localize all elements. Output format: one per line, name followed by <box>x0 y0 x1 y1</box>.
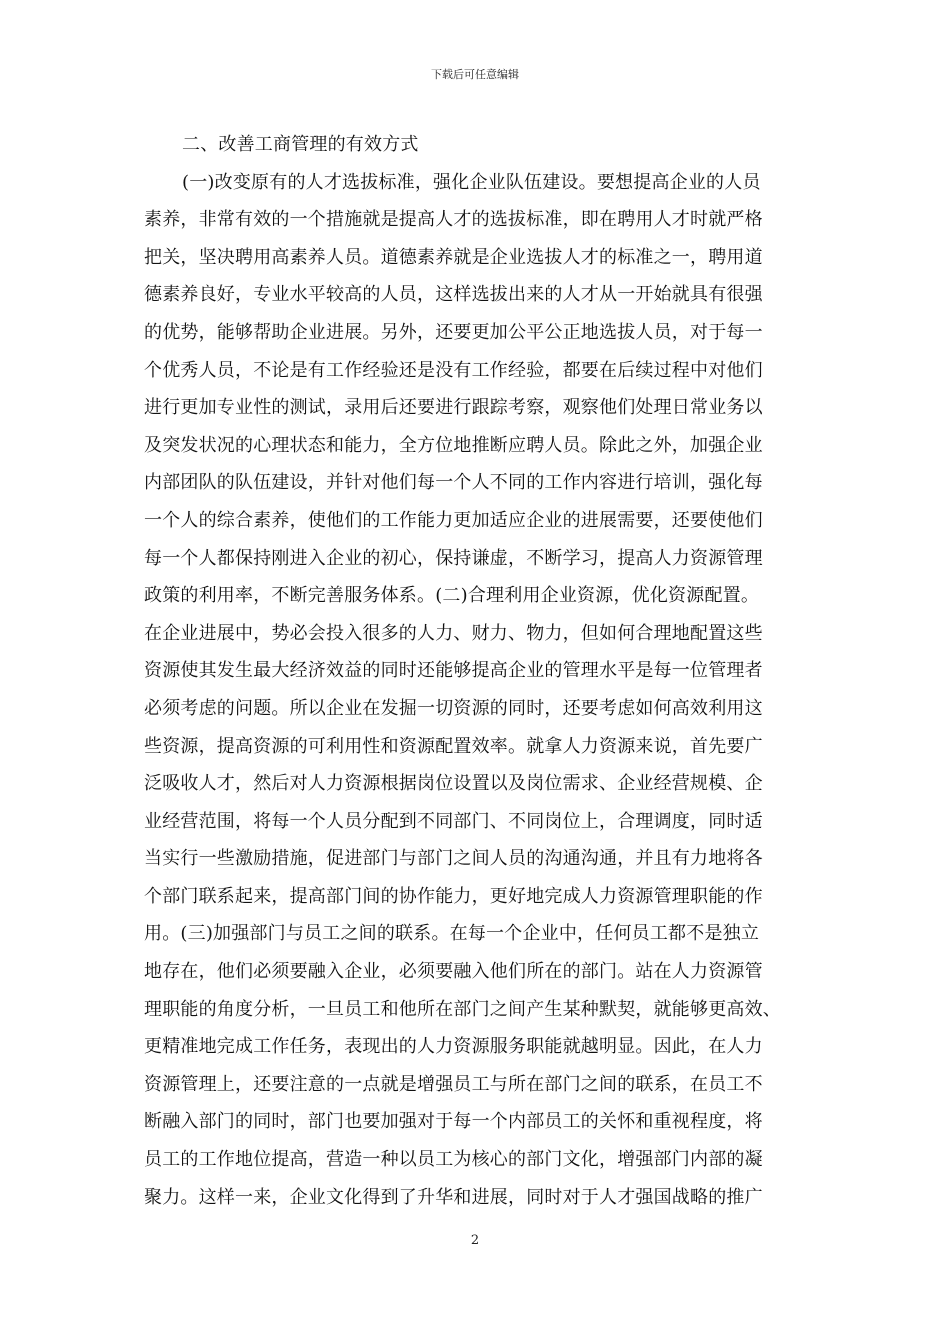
section-heading: 二、改善工商管理的有效方式 <box>182 134 419 155</box>
paragraph-line: 业经营范围，将每一个人员分配到不同部门、不同岗位上，合理调度，同时适 <box>144 810 763 832</box>
paragraph-line: 一个人的综合素养，使他们的工作能力更加适应企业的进展需要，还要使他们 <box>144 509 763 531</box>
page-header: 下载后可任意编辑 <box>431 68 519 81</box>
paragraph-line: 断融入部门的同时，部门也要加强对于每一个内部员工的关怀和重视程度，将 <box>144 1111 763 1133</box>
paragraph-line: 把关，坚决聘用高素养人员。道德素养就是企业选拔人才的标准之一，聘用道 <box>144 246 763 268</box>
paragraph-line: 些资源，提高资源的可利用性和资源配置效率。就拿人力资源来说，首先要广 <box>144 735 763 757</box>
paragraph-line: 政策的利用率，不断完善服务体系。(二)合理利用企业资源，优化资源配置。 <box>144 585 760 607</box>
paragraph-line: 资源使其发生最大经济效益的同时还能够提高企业的管理水平是每一位管理者 <box>144 660 763 682</box>
paragraph-line: 泛吸收人才，然后对人力资源根据岗位设置以及岗位需求、企业经营规模、企 <box>144 773 763 795</box>
paragraph-line: 地存在，他们必须要融入企业，必须要融入他们所在的部门。站在人力资源管 <box>144 961 763 983</box>
paragraph-line: 资源管理上，还要注意的一点就是增强员工与所在部门之间的联系，在员工不 <box>144 1073 763 1095</box>
paragraph-line: 更精准地完成工作任务，表现出的人力资源服务职能就越明显。因此，在人力 <box>144 1036 763 1058</box>
page-number: 2 <box>470 1233 480 1248</box>
document-body <box>144 126 810 1216</box>
paragraph-line: 素养，非常有效的一个措施就是提高人才的选拔标准，即在聘用人才时就严格 <box>144 209 763 231</box>
paragraph-line: 在企业进展中，势必会投入很多的人力、财力、物力，但如何合理地配置这些 <box>144 622 763 644</box>
paragraph-line: 当实行一些激励措施，促进部门与部门之间人员的沟通沟通，并且有力地将各 <box>144 848 763 870</box>
paragraph-line: 德素养良好，专业水平较高的人员，这样选拔出来的人才从一开始就具有很强 <box>144 284 763 306</box>
paragraph-line: 聚力。这样一来，企业文化得到了升华和进展，同时对于人才强国战略的推广 <box>144 1186 763 1208</box>
paragraph-line: 的优势，能够帮助企业进展。另外，还要更加公平公正地选拔人员，对于每一 <box>144 321 763 343</box>
paragraph-line: 个优秀人员，不论是有工作经验还是没有工作经验，都要在后续过程中对他们 <box>144 359 763 381</box>
paragraph-line: 理职能的角度分析，一旦员工和他所在部门之间产生某种默契，就能够更高效、 <box>144 998 781 1020</box>
paragraph-line: 及突发状况的心理状态和能力，全方位地推断应聘人员。除此之外，加强企业 <box>144 434 763 456</box>
paragraph-line: 必须考虑的问题。所以企业在发掘一切资源的同时，还要考虑如何高效利用这 <box>144 697 763 719</box>
paragraph-line: 用。(三)加强部门与员工之间的联系。在每一个企业中，任何员工都不是独立 <box>144 923 760 945</box>
paragraph-line: 员工的工作地位提高，营造一种以员工为核心的部门文化，增强部门内部的凝 <box>144 1149 763 1171</box>
paragraph-line: (一)改变原有的人才选拔标准，强化企业队伍建设。要想提高企业的人员 <box>182 171 761 193</box>
paragraph-line: 内部团队的队伍建设，并针对他们每一个人不同的工作内容进行培训，强化每 <box>144 472 763 494</box>
paragraph-line: 进行更加专业性的测试，录用后还要进行跟踪考察，观察他们处理日常业务以 <box>144 397 763 419</box>
paragraph-line: 每一个人都保持刚进入企业的初心，保持谦虚，不断学习，提高人力资源管理 <box>144 547 763 569</box>
paragraph-line: 个部门联系起来，提高部门间的协作能力，更好地完成人力资源管理职能的作 <box>144 885 763 907</box>
